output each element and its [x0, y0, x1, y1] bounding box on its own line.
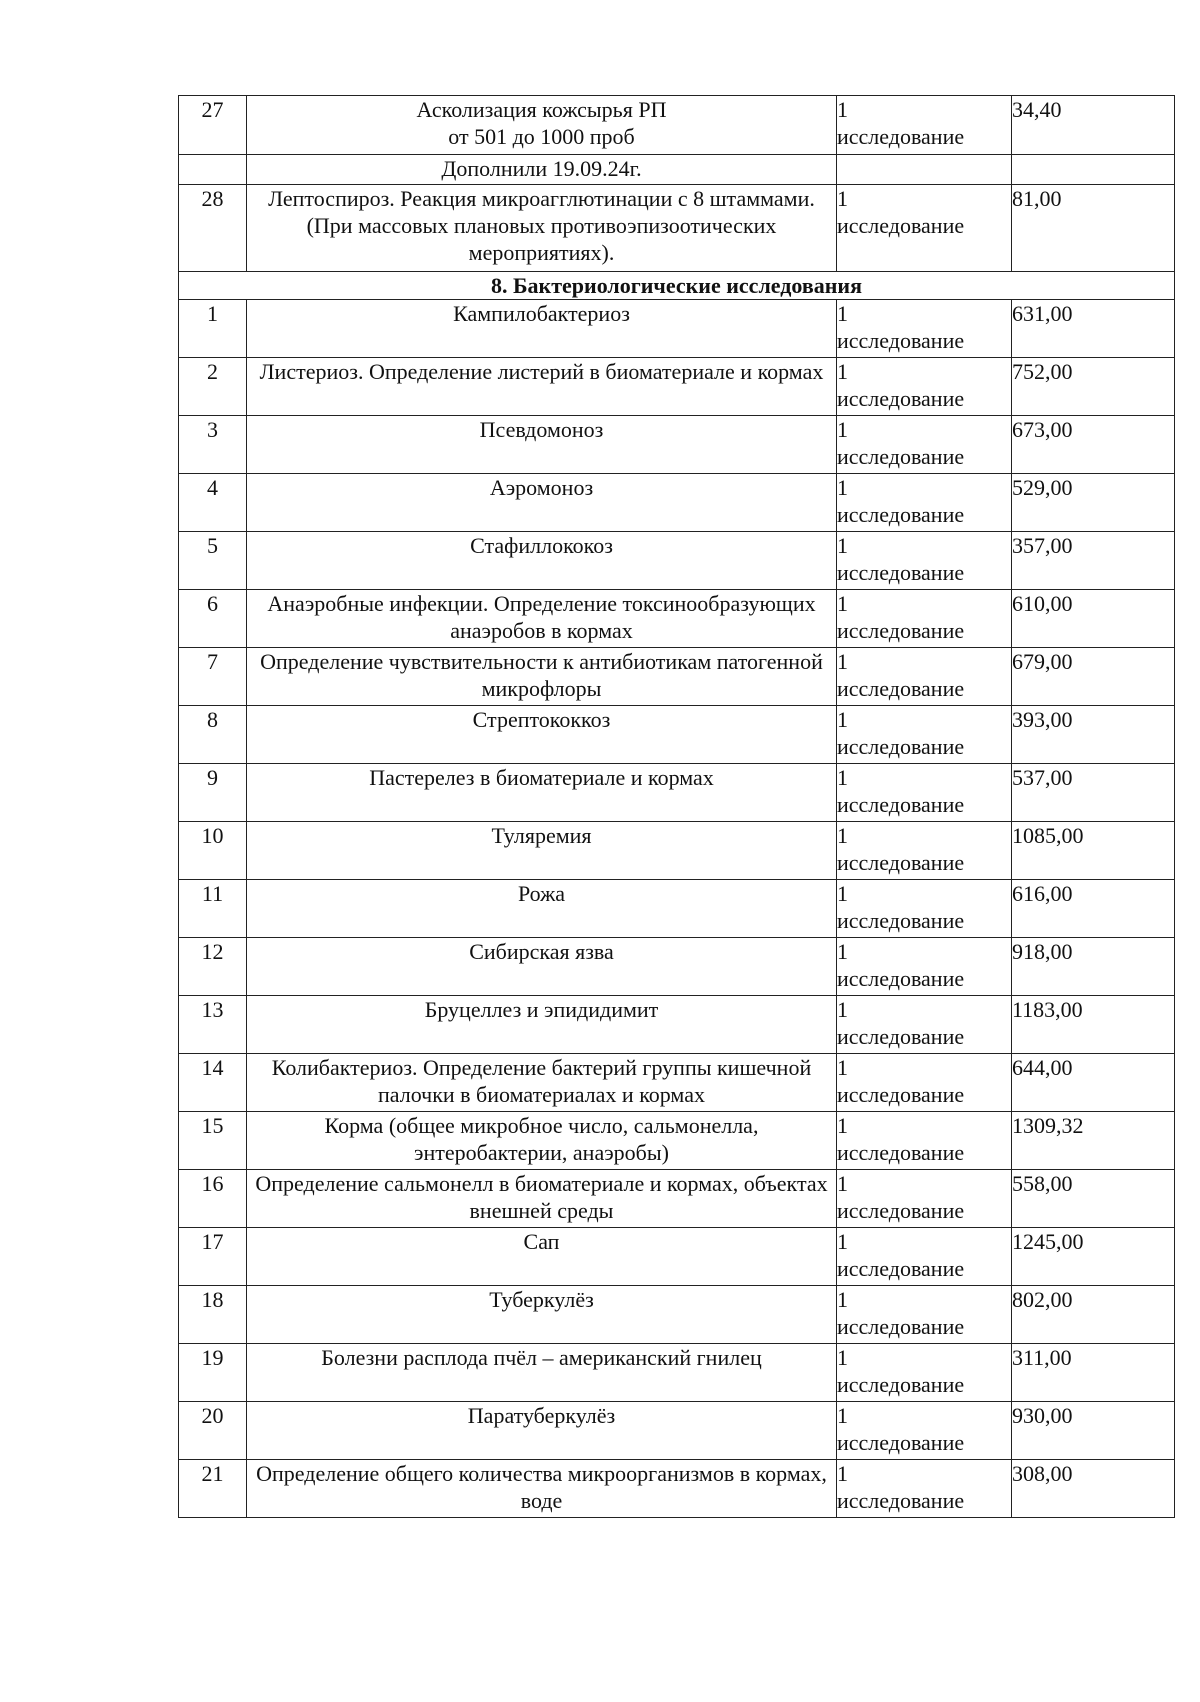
table-row — [179, 474, 1175, 532]
price-value: 558,00 — [1012, 1170, 1175, 1228]
unit-label: исследование — [837, 1314, 965, 1339]
unit-qty: 1 — [837, 533, 848, 558]
row-number: 4 — [179, 474, 247, 532]
unit-label: исследование — [837, 1198, 965, 1223]
service-name: Аэромоноз — [247, 474, 837, 532]
unit-label: исследование — [837, 213, 965, 238]
row-number: 1 — [179, 300, 247, 358]
unit-label: исследование — [837, 1140, 965, 1165]
service-name: Псевдомоноз — [247, 416, 837, 474]
row-number: 11 — [179, 880, 247, 938]
unit-qty: 1 — [837, 997, 848, 1022]
service-name: Листериоз. Определение листерий в биоматериале и кормах — [247, 358, 837, 416]
row-number: 5 — [179, 532, 247, 590]
unit-label: исследование — [837, 1488, 965, 1513]
price-value: 308,00 — [1012, 1460, 1175, 1518]
table-row — [179, 1460, 1175, 1518]
row-number: 9 — [179, 764, 247, 822]
table-row — [179, 185, 1175, 272]
unit-qty: 1 — [837, 1113, 848, 1138]
unit-cell — [837, 880, 1012, 938]
table-row — [179, 1112, 1175, 1170]
price-value: 918,00 — [1012, 938, 1175, 996]
price-value: 537,00 — [1012, 764, 1175, 822]
unit-cell — [837, 474, 1012, 532]
unit-cell — [837, 996, 1012, 1054]
price-value: 610,00 — [1012, 590, 1175, 648]
unit-label: исследование — [837, 618, 965, 643]
service-name: Стафиллококоз — [247, 532, 837, 590]
unit-cell — [837, 532, 1012, 590]
price-value: 529,00 — [1012, 474, 1175, 532]
price-table-body — [179, 96, 1175, 1518]
price-value: 631,00 — [1012, 300, 1175, 358]
unit-cell — [837, 96, 1012, 155]
unit-cell — [837, 1054, 1012, 1112]
table-row — [179, 1402, 1175, 1460]
unit-qty: 1 — [837, 765, 848, 790]
price-value: 1085,00 — [1012, 822, 1175, 880]
table-row — [179, 590, 1175, 648]
unit-cell — [837, 706, 1012, 764]
unit-qty: 1 — [837, 591, 848, 616]
row-number: 15 — [179, 1112, 247, 1170]
service-name: Определение сальмонелл в биоматериале и кормах, объектах внешней среды — [247, 1170, 837, 1228]
price-value: 1245,00 — [1012, 1228, 1175, 1286]
unit-qty: 1 — [837, 881, 848, 906]
unit-qty: 1 — [837, 1461, 848, 1486]
table-row — [179, 996, 1175, 1054]
price-value: 1183,00 — [1012, 996, 1175, 1054]
price-value: 616,00 — [1012, 880, 1175, 938]
unit-label: исследование — [837, 908, 965, 933]
table-row — [179, 880, 1175, 938]
unit-qty: 1 — [837, 1345, 848, 1370]
unit-label: исследование — [837, 444, 965, 469]
unit-cell — [837, 1402, 1012, 1460]
table-row — [179, 938, 1175, 996]
note-text: Дополнили 19.09.24г. — [247, 155, 837, 185]
service-name: Корма (общее микробное число, сальмонелла, энтеробактерии, анаэробы) — [247, 1112, 837, 1170]
service-name: Определение чувствительности к антибиотикам патогенной микрофлоры — [247, 648, 837, 706]
price-value: 644,00 — [1012, 1054, 1175, 1112]
row-number: 3 — [179, 416, 247, 474]
service-name: Пастерелез в биоматериале и кормах — [247, 764, 837, 822]
table-row — [179, 358, 1175, 416]
unit-label: исследование — [837, 792, 965, 817]
unit-label: исследование — [837, 1430, 965, 1455]
row-number: 18 — [179, 1286, 247, 1344]
table-row — [179, 1170, 1175, 1228]
service-name: Рожа — [247, 880, 837, 938]
unit-label: исследование — [837, 850, 965, 875]
row-number: 7 — [179, 648, 247, 706]
table-row — [179, 1054, 1175, 1112]
row-number: 27 — [179, 96, 247, 155]
row-number — [179, 155, 247, 185]
row-number: 6 — [179, 590, 247, 648]
table-row — [179, 764, 1175, 822]
unit-cell — [837, 1286, 1012, 1344]
unit-label: исследование — [837, 124, 965, 149]
row-number: 13 — [179, 996, 247, 1054]
row-number: 2 — [179, 358, 247, 416]
unit-cell — [837, 1112, 1012, 1170]
price-value: 1309,32 — [1012, 1112, 1175, 1170]
row-number: 21 — [179, 1460, 247, 1518]
service-name: Сибирская язва — [247, 938, 837, 996]
unit-qty: 1 — [837, 1403, 848, 1428]
row-number: 14 — [179, 1054, 247, 1112]
table-row — [179, 532, 1175, 590]
unit-label: исследование — [837, 734, 965, 759]
unit-label: исследование — [837, 560, 965, 585]
table-row — [179, 648, 1175, 706]
service-name: Болезни расплода пчёл – американский гнилец — [247, 1344, 837, 1402]
unit-qty: 1 — [837, 301, 848, 326]
price-value — [1012, 155, 1175, 185]
unit-qty: 1 — [837, 97, 848, 122]
service-name: Определение общего количества микроорганизмов в кормах, воде — [247, 1460, 837, 1518]
price-value: 802,00 — [1012, 1286, 1175, 1344]
row-number: 16 — [179, 1170, 247, 1228]
unit-cell — [837, 1170, 1012, 1228]
row-number: 8 — [179, 706, 247, 764]
unit-cell — [837, 648, 1012, 706]
unit-cell — [837, 938, 1012, 996]
unit-label: исследование — [837, 502, 965, 527]
price-value: 930,00 — [1012, 1402, 1175, 1460]
unit-label: исследование — [837, 1256, 965, 1281]
unit-cell — [837, 822, 1012, 880]
table-row — [179, 96, 1175, 155]
unit-cell — [837, 185, 1012, 272]
unit-cell — [837, 358, 1012, 416]
row-number: 19 — [179, 1344, 247, 1402]
price-value: 673,00 — [1012, 416, 1175, 474]
table-row — [179, 1344, 1175, 1402]
unit-cell — [837, 416, 1012, 474]
service-name: Бруцеллез и эпидидимит — [247, 996, 837, 1054]
unit-cell — [837, 1344, 1012, 1402]
service-name: Сап — [247, 1228, 837, 1286]
unit-qty: 1 — [837, 417, 848, 442]
unit-qty: 1 — [837, 939, 848, 964]
unit-qty: 1 — [837, 823, 848, 848]
unit-label: исследование — [837, 1024, 965, 1049]
unit-qty: 1 — [837, 186, 848, 211]
price-value: 34,40 — [1012, 96, 1175, 155]
unit-qty: 1 — [837, 1171, 848, 1196]
price-value: 752,00 — [1012, 358, 1175, 416]
unit-qty: 1 — [837, 649, 848, 674]
table-row — [179, 706, 1175, 764]
unit-qty: 1 — [837, 1055, 848, 1080]
unit-cell — [837, 764, 1012, 822]
unit-cell-empty — [837, 155, 1012, 185]
service-name: Колибактериоз. Определение бактерий группы кишечной палочки в биоматериалах и кормах — [247, 1054, 837, 1112]
unit-cell — [837, 300, 1012, 358]
row-number: 17 — [179, 1228, 247, 1286]
unit-cell — [837, 1460, 1012, 1518]
row-number: 10 — [179, 822, 247, 880]
section-title: 8. Бактериологические исследования — [179, 272, 1175, 300]
table-row-note — [179, 155, 1175, 185]
unit-label: исследование — [837, 676, 965, 701]
unit-qty: 1 — [837, 359, 848, 384]
price-value: 81,00 — [1012, 185, 1175, 272]
service-name: Паратуберкулёз — [247, 1402, 837, 1460]
table-row — [179, 1228, 1175, 1286]
service-name: Лептоспироз. Реакция микроагглютинации с 8 штаммами. (При массовых плановых противоэпизоотических мероприятиях). — [247, 185, 837, 272]
service-name: Асколизация кожсырья РП от 501 до 1000 проб — [247, 96, 837, 155]
service-name: Туберкулёз — [247, 1286, 837, 1344]
table-row — [179, 822, 1175, 880]
row-number: 20 — [179, 1402, 247, 1460]
unit-qty: 1 — [837, 1287, 848, 1312]
table-row — [179, 416, 1175, 474]
price-value: 357,00 — [1012, 532, 1175, 590]
service-name: Туляремия — [247, 822, 837, 880]
row-number: 12 — [179, 938, 247, 996]
unit-label: исследование — [837, 386, 965, 411]
unit-cell — [837, 1228, 1012, 1286]
section-header-row — [179, 272, 1175, 300]
unit-qty: 1 — [837, 475, 848, 500]
unit-qty: 1 — [837, 1229, 848, 1254]
table-row — [179, 300, 1175, 358]
unit-label: исследование — [837, 328, 965, 353]
price-value: 311,00 — [1012, 1344, 1175, 1402]
unit-qty: 1 — [837, 707, 848, 732]
price-value: 393,00 — [1012, 706, 1175, 764]
row-number: 28 — [179, 185, 247, 272]
service-name: Кампилобактериоз — [247, 300, 837, 358]
unit-cell — [837, 590, 1012, 648]
table-row — [179, 1286, 1175, 1344]
price-value: 679,00 — [1012, 648, 1175, 706]
price-table — [178, 95, 1175, 1518]
unit-label: исследование — [837, 966, 965, 991]
unit-label: исследование — [837, 1082, 965, 1107]
unit-label: исследование — [837, 1372, 965, 1397]
service-name: Стрептококкоз — [247, 706, 837, 764]
service-name: Анаэробные инфекции. Определение токсинообразующих анаэробов в кормах — [247, 590, 837, 648]
